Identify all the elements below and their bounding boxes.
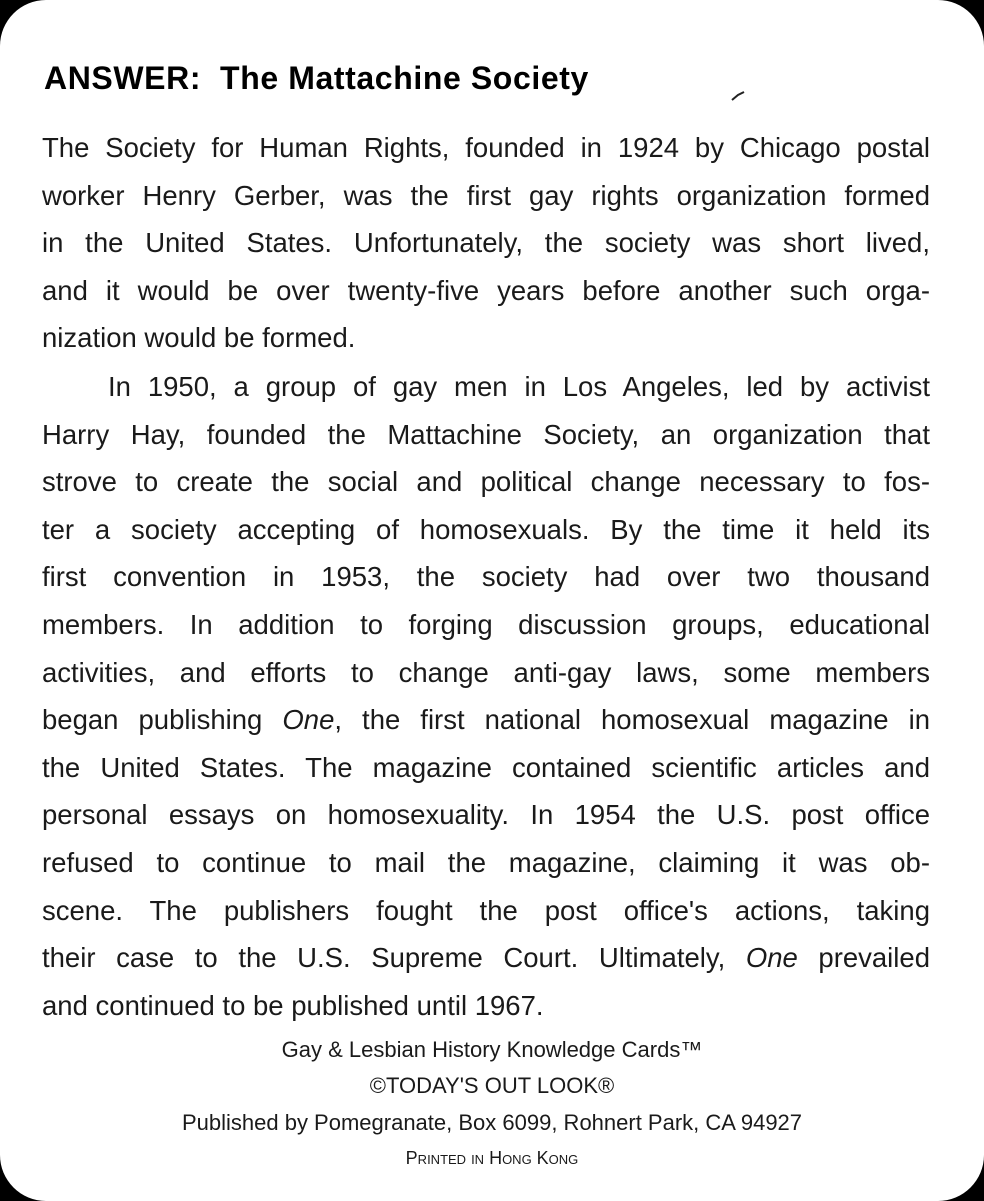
answer-body (42, 124, 930, 1029)
text-line: first convention in 1953, the society had over two thousand (42, 561, 930, 593)
text-line: nization would be formed. (42, 322, 356, 354)
text-line: personal essays on homosexuality. In 1954 the U.S. post office (42, 799, 930, 831)
text-line: worker Henry Gerber, was the first gay rights organization formed (42, 179, 930, 211)
text-line: The Society for Human Rights, founded in 1924 by Chicago postal (42, 132, 930, 163)
paragraph (42, 124, 930, 362)
series-name: Gay & Lesbian History Knowledge Cards™ (281, 1037, 703, 1062)
text-line: their case to the U.S. Supreme Court. Ultimately, One prevailed (42, 942, 930, 974)
text-line: strove to create the social and political change necessary to fos- (42, 466, 930, 498)
magazine-title: One (745, 942, 798, 974)
copyright-notice: ©TODAY'S OUT LOOK® (369, 1073, 615, 1098)
text-line: the United States. The magazine contained scientific articles and (42, 751, 930, 783)
text-line: and continued to be published until 1967. (42, 989, 544, 1021)
publisher-info: Published by Pomegranate, Box 6099, Rohnert Park, CA 94927 (181, 1110, 803, 1135)
paragraph (42, 363, 930, 1029)
answer-heading: ANSWER: The Mattachine Society (44, 60, 589, 96)
text-line: began publishing One, the first national homosexual magazine in (42, 704, 930, 736)
text-line: In 1950, a group of gay men in Los Angeles, led by activist (108, 370, 930, 402)
text-line: activities, and efforts to change anti-gay laws, some members (42, 656, 930, 688)
text-line: and it would be over twenty-five years before another such orga- (42, 274, 930, 306)
text-line: scene. The publishers fought the post office's actions, taking (42, 894, 930, 926)
text-line: refused to continue to mail the magazine, claiming it was ob- (42, 846, 930, 878)
text-line: in the United States. Unfortunately, the society was short lived, (42, 227, 930, 259)
printed-location: Printed in Hong Kong (405, 1148, 579, 1168)
text-line: Harry Hay, founded the Mattachine Society, an organization that (42, 418, 930, 450)
text-line: members. In addition to forging discussion groups, educational (42, 608, 930, 640)
magazine-title: One (282, 704, 335, 736)
ink-speck-icon (730, 90, 746, 102)
text-line: ter a society accepting of homosexuals. By the time it held its (42, 513, 930, 545)
